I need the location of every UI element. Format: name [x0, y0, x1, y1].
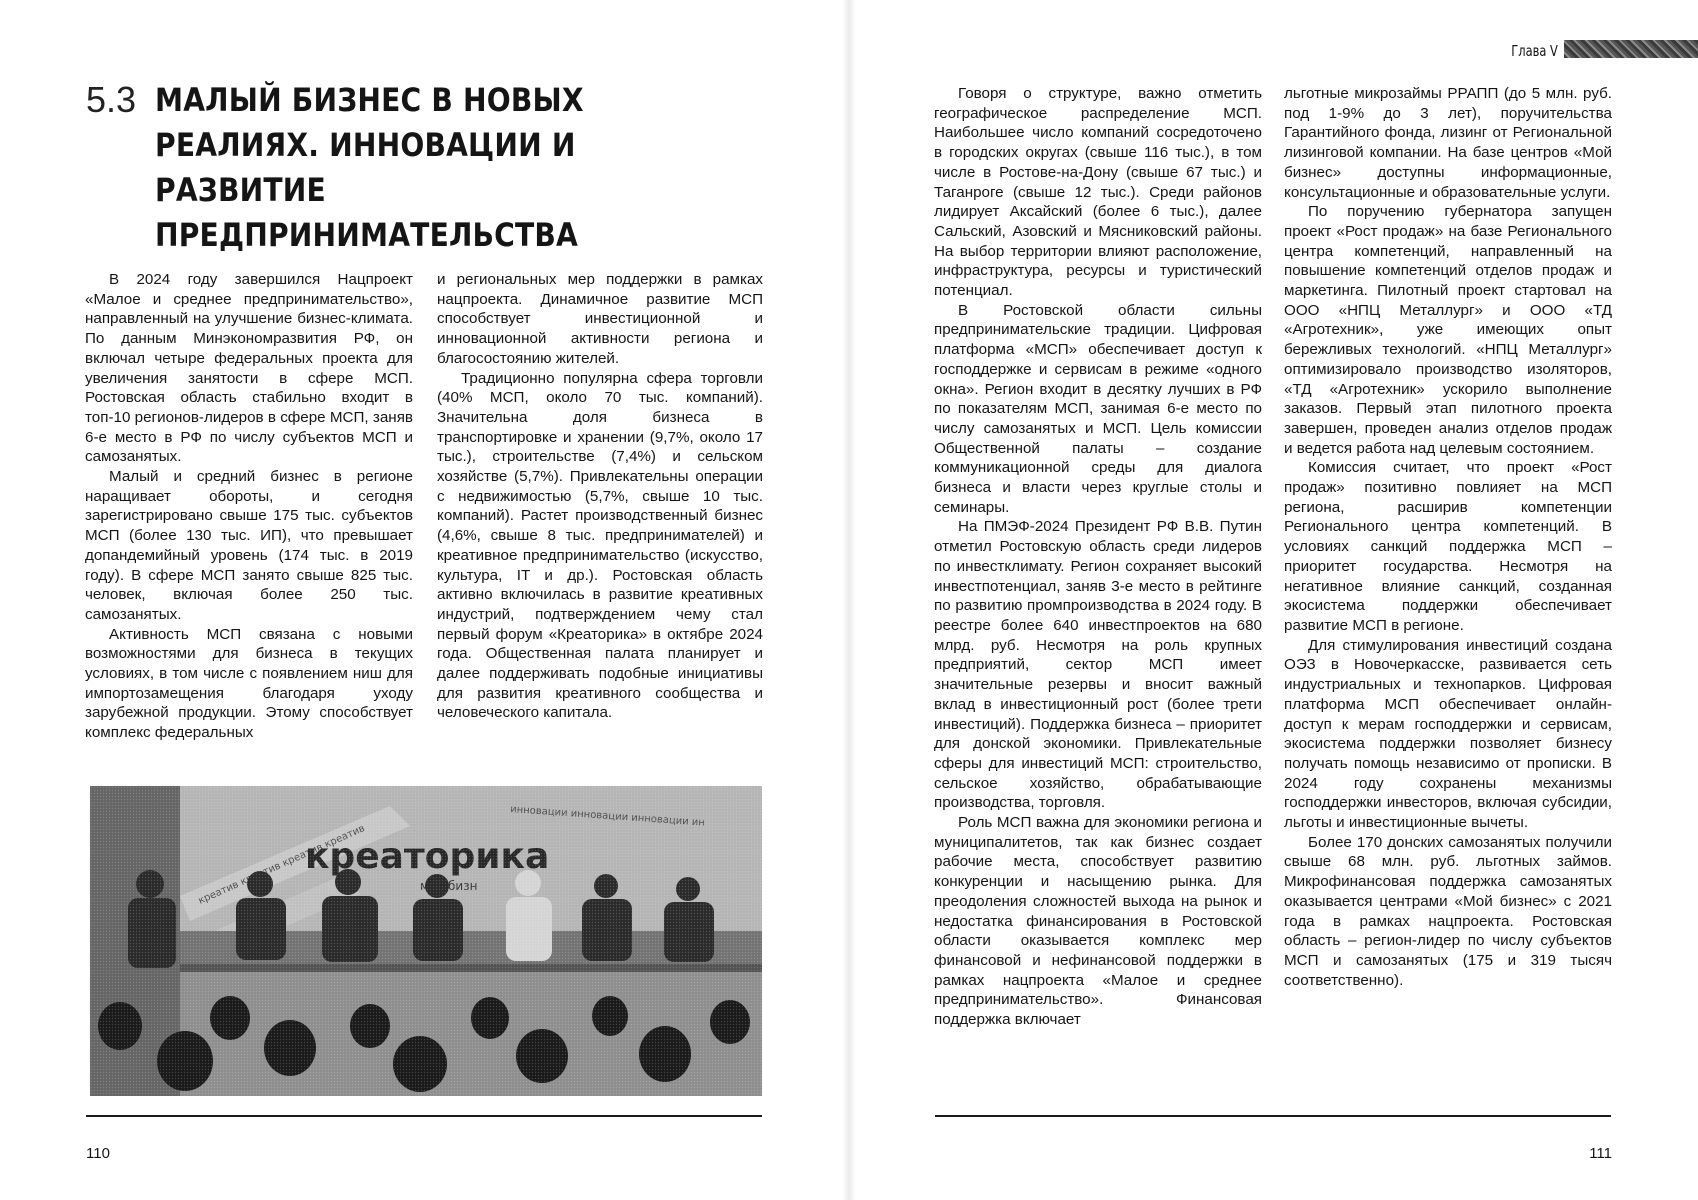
paragraph: По поручению губернатора запущен проект «Рост продаж» на базе Регионального центра компетенций, направленный на повышение компетенций отделов продаж и маркетинга. Пилотный проект стартовал на ООО «НПЦ Металлург» и ООО «ТД «Агротехник», уже имеющих опыт бережливых технологий. «НПЦ Металлург» оптимизировало производство изоляторов, «ТД «Агротехник» ускорило выполнение заказов. Первый этап пилотного проекта завершен, проведен анализ отделов продаж и ведется работа над целевым состоянием. [1284, 203, 1612, 457]
forum-photo-illustration [90, 786, 762, 1096]
page-number: 111 [1589, 1145, 1612, 1162]
paragraph: льготные микрозаймы РРАПП (до 5 млн. руб. под 1-9% до 3 лет), поручительства Гарантийного фонда, лизинг от Региональной лизинговой компании. На базе центров «Мой бизнес» доступны информационные, консультационные и образовательные услуги. [1284, 85, 1612, 201]
running-head: Глава V [1511, 42, 1558, 60]
section-title: МАЛЫЙ БИЗНЕС В НОВЫХ РЕАЛИЯХ. ИННОВАЦИИ И РАЗВИТИЕ ПРЕДПРИНИМАТЕЛЬСТВА [155, 81, 584, 254]
running-head-bar [1564, 40, 1698, 58]
page-number: 110 [86, 1145, 110, 1162]
paragraph: Говоря о структуре, важно отметить географическое распределение МСП. Наибольшее число компаний сосредоточено в городских округах (свыше 116 тыс.), в том числе в Ростове-на-Дону (свыше 67 тыс.) и Таганроге (свыше 12 тыс.). Среди районов лидирует Аксайский (более 6 тыс.), далее Сальский, Азовский и Мясниковский районы. На выбор территории влияют расположение, инфраструктура, ресурсы и туристический потенциал. [934, 85, 1262, 300]
paragraph: Активность МСП связана с новыми возможностями для бизнеса в текущих условиях, в том числе с появлением ниш для импортозамещения благодаря уходу зарубежной продукции. Этому способствует комплекс федеральных [85, 625, 413, 742]
paragraph: Роль МСП важна для экономики региона и муниципалитетов, так как бизнес создает рабочие места, способствует развитию конкуренции и насыщению рынка. Для преодоления сложностей выхода на рынок и недостатка финансирования в Ростовской области оказывается комплекс мер финансовой и нефинансовой поддержки в рамках нацпроекта «Малое и среднее предпринимательство». Финансовая поддержка включает [934, 814, 1262, 1029]
footer-rule [935, 1115, 1611, 1117]
text-column-2 [437, 270, 763, 723]
right-page [849, 0, 1698, 1200]
forum-photo [90, 786, 762, 1096]
paragraph: Для стимулирования инвестиций создана ОЭЗ в Новочеркасске, развивается сеть индустриальных и технопарков. Цифровая платформа МСП обеспечивает онлайн-доступ к мерам господдержки и сервисам, экосистема поддержки позволяет бизнесу получать помощь независимо от прописки. В 2024 году сохранены механизмы господдержки инвесторов, включая субсидии, льготы и инвестиционные вычеты. [1284, 636, 1612, 832]
paragraph: Комиссия считает, что проект «Рост продаж» позитивно повлияет на МСП региона, расширив компетенции Регионального центра компетенций. В условиях санкций поддержка МСП – приоритет государства. Несмотря на негативное влияние санкций, созданная экосистема поддержки обеспечивает развитие МСП в регионе. [1284, 459, 1612, 634]
text-column-3 [934, 84, 1262, 1030]
paragraph: В Ростовской области сильны предпринимательские традиции. Цифровая платформа «МСП» обеспечивает доступ к господдержке и сервисам в режиме «одного окна». Регион входит в десятку лучших в РФ по показателям МСП, занимая 6-е место по числу самозанятых и МСП. Цель комиссии Общественной палаты – создание коммуникационной среды для диалога бизнеса и власти через круглые столы и семинары. [934, 301, 1262, 516]
paragraph: Более 170 донских самозанятых получили свыше 68 млн. руб. льготных займов. Микрофинансовая поддержка самозанятых оказывается центрами «Мой бизнес» с 2021 года в рамках нацпроекта. Ростовская область – регион-лидер по числу субъектов МСП и самозанятых (175 и 319 тысяч соответственно). [1284, 833, 1612, 989]
paragraph: На ПМЭФ-2024 Президент РФ В.В. Путин отметил Ростовскую область среди лидеров по инвестклимату. Регион сохраняет высокий инвестпотенциал, заняв 3-е место в рейтинге по развитию промпроизводства в 2024 году. В реестре более 640 инвестпроектов на 680 млрд. руб. Несмотря на роль крупных предприятий, сектор МСП имеет значительные резервы и вносит важный вклад в инвестиционный рост (более трети инвестиций). Поддержка бизнеса – приоритет для донской экономики. Привлекательные сферы для инвестиций МСП: строительство, сельское хозяйство, обрабатывающие производства, торговля. [934, 518, 1262, 812]
paragraph: Малый и средний бизнес в регионе наращивает обороты, и сегодня зарегистрировано свыше 175 тыс. субъектов МСП (более 130 тыс. ИП), что превышает допандемийный уровень (174 тыс. в 2019 году). В сфере МСП занято свыше 825 тыс. человек, включая более 250 тыс. самозанятых. [85, 468, 413, 623]
footer-rule [86, 1115, 762, 1117]
paragraph: и региональных мер поддержки в рамках нацпроекта. Динамичное развитие МСП способствует инвестиционной и инновационной активности региона и благосостоянию жителей. [437, 271, 763, 367]
paragraph: Традиционно популярна сфера торговли (40% МСП, около 70 тыс. компаний). Значительна доля бизнеса в транспортировке и хранении (9,7%, около 17 тыс.), строительстве (7,4%) и сельском хозяйстве (5,7%). Привлекательны операции с недвижимостью (5,7%, свыше 10 тыс. компаний). Растет производственный бизнес (4,6%, свыше 8 тыс. предпринимателей) и креативное предпринимательство (искусство, культура, IT и др.). Ростовская область активно включилась в развитие креативных индустрий, подтверждением чему стал первый форум «Креаторика» в октябре 2024 года. Общественная палата планирует и далее поддерживать подобные инициативы для развития креативного сообщества и человеческого капитала. [437, 369, 763, 722]
section-number: 5.3 [86, 79, 137, 120]
text-column-4 [1284, 84, 1612, 990]
paragraph: В 2024 году завершился Нацпроект «Малое и среднее предпринимательство», направленный на улучшение бизнес-климата. По данным Минэкономразвития РФ, он включал четыре федеральных проекта для увеличения занятости в сфере МСП. Ростовская область стабильно входит в топ-10 регионов-лидеров в сфере МСП, заняв 6-е место в РФ по числу субъектов МСП и самозанятых. [85, 271, 413, 466]
text-column-1 [85, 270, 413, 743]
